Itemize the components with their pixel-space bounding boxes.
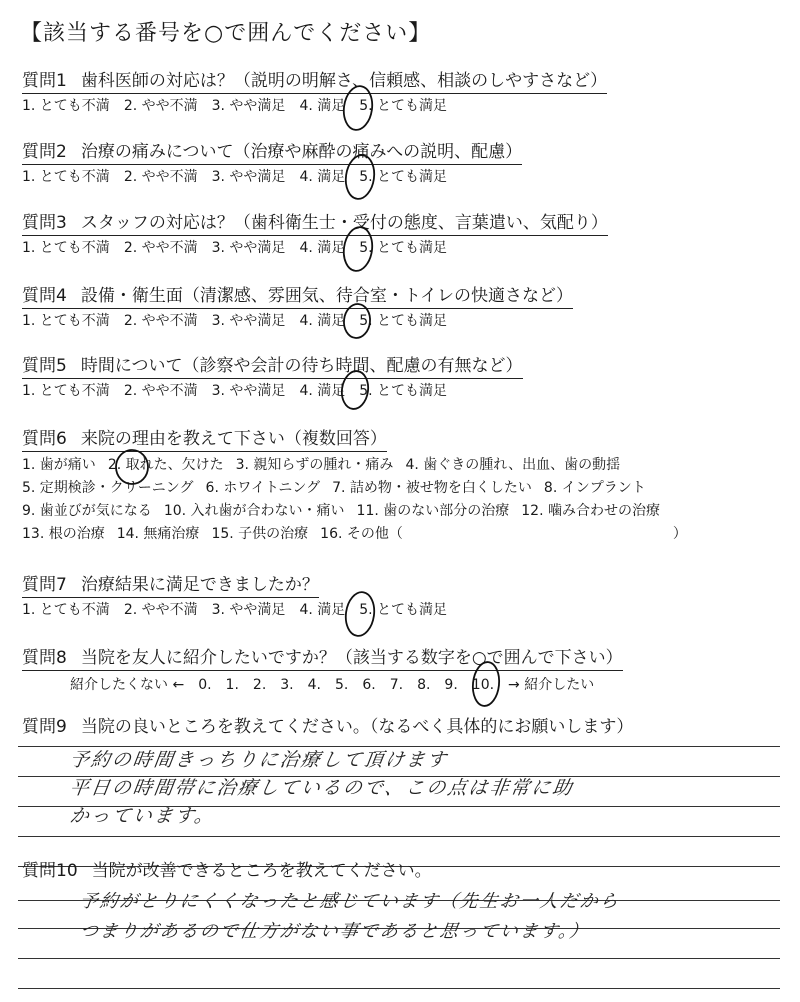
question-text: 当院が改善できるところを教えてください。 [91,861,432,881]
scale-6[interactable]: 6. [362,677,376,693]
scale-5[interactable]: 5. [334,677,349,693]
question-text: 来院の理由を教えて下さい（複数回答） [80,429,387,449]
option-5[interactable]: 5. とても満足 [359,383,448,399]
scale-4[interactable]: 4. [307,677,321,693]
answer-circle-q8 [471,661,501,707]
reason-option-10[interactable]: 10. 入れ歯が合わない・痛い [163,503,345,519]
reason-option-4[interactable]: 4. 歯ぐきの腫れ、出血、歯の動揺 [405,457,621,473]
reason-option-14[interactable]: 14. 無痛治療 [116,526,200,542]
option-3[interactable]: 3. やや満足 [211,240,286,256]
question-text: 歯科医師の対応は？（説明の明解さ、信頼感、相談のしやすさなど） [80,71,608,91]
option-2[interactable]: 2. やや不満 [123,240,198,256]
option-5[interactable]: 5. とても満足 [359,98,448,114]
reason-option-5[interactable]: 5. 定期検診・クリーニング [22,480,194,496]
question-number: 質問6 [22,429,67,449]
option-1[interactable]: 1. とても不満 [22,383,110,399]
option-2[interactable]: 2. やや不満 [123,602,198,618]
question-text: 当院を友人に紹介したいですか？（該当する数字を○で囲んで下さい） [80,648,623,668]
question-number: 質問3 [22,213,67,233]
question-number: 質問9 [22,717,67,737]
option-3[interactable]: 3. やや満足 [211,602,286,618]
reason-option-3[interactable]: 3. 親知らずの腫れ・痛み [235,457,394,473]
q9-handwriting-line-2: 平日の時間帯に治療しているので、この点は非常に助 [68,777,575,799]
option-4[interactable]: 4. 満足 [299,383,346,399]
question-number: 質問10 [22,861,78,881]
answer-circle-q2 [343,153,377,200]
question-text: スタッフの対応は？（歯科衛生士・受付の態度、言葉遣い、気配り） [80,213,608,233]
scale-10[interactable]: 10. [471,677,495,693]
option-2[interactable]: 2. やや不満 [123,169,198,185]
option-3[interactable]: 3. やや満足 [211,313,286,329]
question-number: 質問1 [22,71,67,91]
reason-option-2[interactable]: 2. 取れた、欠けた [107,457,224,473]
page-title: 【該当する番号を○で囲んでください】 [20,21,432,46]
answer-circle-q4 [342,303,371,340]
q10-handwriting-line-1: 予約がとりにくくなったと感じています（先生お一人だから [78,891,622,912]
q10-handwriting-line-2: つまりがあるので仕方がない事であると思っています。） [78,921,591,942]
reason-option-12[interactable]: 12. 噛み合わせの治療 [521,503,660,519]
reason-option-11[interactable]: 11. 歯のない部分の治療 [356,503,510,519]
question-text: 治療結果に満足できましたか？ [80,575,319,595]
scale-0[interactable]: 0. [198,677,212,693]
option-1[interactable]: 1. とても不満 [22,313,110,329]
question-number: 質問8 [22,648,67,668]
option-1[interactable]: 1. とても不満 [22,240,110,256]
option-4[interactable]: 4. 満足 [299,240,346,256]
question-text: 設備・衛生面（清潔感、雰囲気、待合室・トイレの快適さなど） [80,286,573,306]
option-5[interactable]: 5. とても満足 [359,240,448,256]
option-4[interactable]: 4. 満足 [299,602,346,618]
scale-low-label: 紹介したくない ← [70,677,185,693]
question-text: 時間について（診察や会計の待ち時間、配慮の有無など） [80,356,523,376]
q9-handwriting-line-1: 予約の時間きっちりに治療して頂けます [68,749,450,771]
option-3[interactable]: 3. やや満足 [211,383,286,399]
reason-option-15[interactable]: 15. 子供の治療 [211,526,309,542]
option-4[interactable]: 4. 満足 [299,169,346,185]
option-2[interactable]: 2. やや不満 [123,383,198,399]
reason-option-9[interactable]: 9. 歯並びが気になる [22,503,152,519]
scale-9[interactable]: 9. [444,677,458,693]
scale-1[interactable]: 1. [225,677,239,693]
option-5[interactable]: 5. とても満足 [359,169,448,185]
option-5[interactable]: 5. とても満足 [359,602,448,618]
scale-3[interactable]: 3. [280,677,294,693]
question-text: 治療の痛みについて（治療や麻酔の痛みへの説明、配慮） [80,142,523,162]
option-3[interactable]: 3. やや満足 [211,98,286,114]
option-4[interactable]: 4. 満足 [299,313,346,329]
scale-high-label: → 紹介したい [508,677,595,693]
scale-8[interactable]: 8. [417,677,431,693]
option-4[interactable]: 4. 満足 [299,98,346,114]
question-number: 質問2 [22,142,67,162]
option-2[interactable]: 2. やや不満 [123,98,198,114]
reason-option-16[interactable]: 16. その他（ [320,526,403,542]
answer-circle-q6 [116,450,148,484]
question-number: 質問4 [22,286,67,306]
option-2[interactable]: 2. やや不満 [123,313,198,329]
answer-circle-q3 [341,225,375,272]
reason-option-6[interactable]: 6. ホワイトニング [205,480,321,496]
reason-option-8[interactable]: 8. インプラント [543,480,646,496]
scale-2[interactable]: 2. [252,677,267,693]
answer-circle-q7 [343,590,377,637]
option-1[interactable]: 1. とても不満 [22,602,110,618]
question-number: 質問5 [22,356,67,376]
option-1[interactable]: 1. とても不満 [22,98,110,114]
reason-option-13[interactable]: 13. 根の治療 [22,526,105,542]
answer-circle-q5 [339,369,370,410]
question-number: 質問7 [22,575,67,595]
other-close-paren: ） [672,526,687,542]
answer-circle-q1 [341,84,375,131]
option-5[interactable]: 5. とても満足 [359,313,448,329]
reason-option-7[interactable]: 7. 詰め物・被せ物を白くしたい [332,480,532,496]
q9-handwriting-line-3: かっています。 [68,805,217,827]
option-1[interactable]: 1. とても不満 [22,169,110,185]
question-text: 当院の良いところを教えてください。（なるべく具体的にお願いします） [80,717,634,737]
reason-option-1[interactable]: 1. 歯が痛い [22,457,96,473]
scale-7[interactable]: 7. [389,677,404,693]
option-3[interactable]: 3. やや満足 [211,169,286,185]
